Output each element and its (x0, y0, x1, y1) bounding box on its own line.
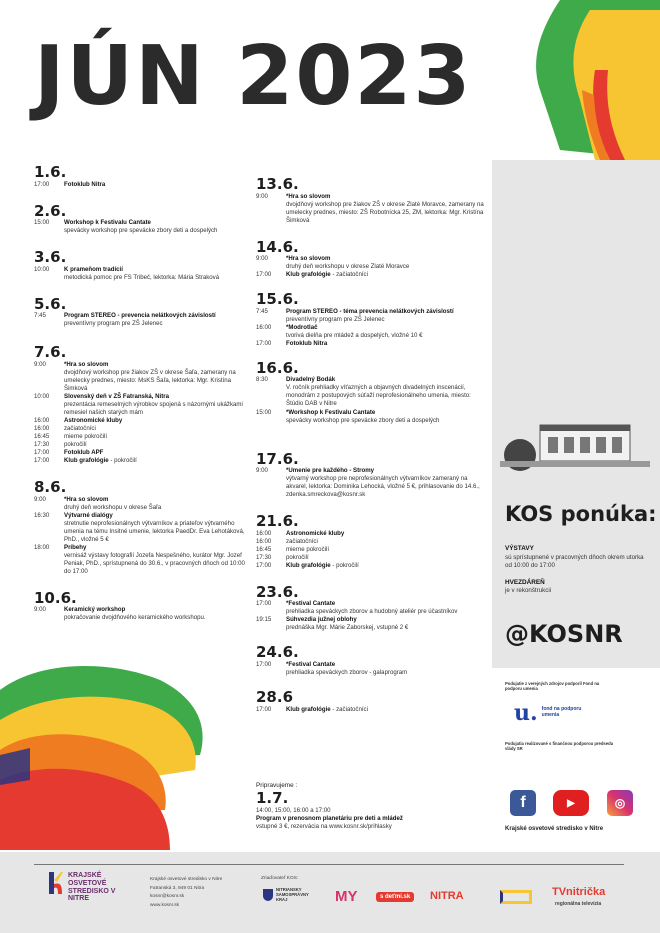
schedule-row (34, 544, 249, 576)
event-text (64, 512, 249, 544)
social-handle[interactable]: @KOSNR (505, 620, 623, 648)
event-time: 8:30 (256, 376, 268, 384)
event-description: výtvarný workshop pre neprofesionálnych výtvarníkov zameraný na akvarel, lektorka: Dominika Lehocká, vložné 5 €, prihlasovanie do 14.6., zdenka.smreckova@kosnr.sk (286, 475, 480, 499)
partner-ce-logo (500, 890, 532, 904)
day-date: 16.6. (256, 358, 299, 377)
event-title: Fotoklub Nitra (64, 180, 106, 188)
day-block (256, 360, 488, 425)
founder-name: NITRIANSKY SAMOSPRÁVNY KRAJ (276, 887, 309, 903)
event-time: 17:00 (256, 705, 272, 713)
schedule-row (34, 312, 249, 328)
event-text (286, 706, 488, 714)
event-time: 7:45 (256, 307, 268, 315)
event-text (286, 193, 488, 225)
schedule-row (256, 271, 488, 279)
event-text (64, 266, 249, 282)
event-text (64, 425, 249, 433)
event-time: 16:00 (256, 529, 272, 537)
event-text (286, 409, 488, 425)
event-time: 9:00 (34, 360, 46, 368)
event-text (286, 271, 488, 279)
day-date: 21.6. (256, 512, 299, 531)
event-text (64, 544, 249, 576)
schedule-row (34, 433, 249, 441)
event-text (64, 219, 249, 235)
event-level: - pokročilí (110, 457, 137, 465)
day-date: 10.6. (34, 588, 77, 607)
event-text (286, 324, 488, 340)
day-date: 15.6. (256, 290, 299, 309)
schedule-row (256, 324, 488, 340)
day-block (34, 296, 249, 329)
event-time: 7:45 (34, 312, 46, 320)
partner-my: MY (335, 888, 358, 905)
event-description: druhý deň workshopu v okrese Šaľa (64, 503, 162, 511)
event-description: preventívny program pre ZŠ Jelenec (64, 320, 163, 328)
event-title: *Hra so slovom (64, 495, 109, 503)
event-time: 18:00 (34, 543, 50, 551)
fund-logo-text: fond na podporu umenia (541, 706, 582, 718)
observatory-text: je v rekonštrukcii (505, 587, 552, 595)
schedule-row (256, 255, 488, 271)
schedule-row (256, 530, 488, 538)
event-time: 16:45 (256, 545, 272, 553)
schedule-row (256, 467, 488, 499)
schedule-row (256, 600, 488, 616)
day-date: 1.6. (34, 163, 67, 181)
day-date: 13.6. (256, 175, 299, 193)
event-time: 17:00 (34, 457, 50, 465)
event-text (64, 181, 249, 189)
event-title: Program STEREO - prevencia nelátkových závislostí (64, 312, 216, 320)
event-title: *Workshop k Festivalu Cantate (286, 408, 376, 416)
footer-address (150, 876, 222, 911)
day-block (34, 344, 249, 465)
day-block (256, 451, 488, 500)
schedule-row (34, 361, 249, 393)
founder-logo (263, 887, 316, 902)
event-description: preventívny program pre ZŠ Jelenec (286, 315, 385, 323)
facebook-icon[interactable]: f (510, 790, 536, 816)
schedule-row (34, 181, 249, 189)
event-text (64, 417, 249, 425)
preparing-label: Pripravujeme : (256, 782, 298, 789)
schedule-row (34, 266, 249, 282)
fund-logo (514, 700, 587, 726)
event-description: prehliadka speváckych zborov a hudobný ateliér pre účastníkov (286, 608, 458, 616)
event-text (286, 340, 488, 348)
day-block (256, 584, 488, 633)
event-title: *Festival Cantate (286, 660, 336, 668)
event-time: 16:00 (34, 424, 50, 432)
event-text (64, 361, 249, 393)
event-text (286, 661, 488, 677)
event-level: - pokročilí (332, 561, 359, 569)
day-block (34, 203, 249, 236)
schedule-row (256, 193, 488, 225)
day-date: 28.6 (256, 688, 294, 707)
event-title: Astronomické kluby (286, 529, 345, 537)
schedule-row (256, 409, 488, 425)
event-level: - začiatočníci (332, 271, 368, 279)
event-level: - začiatočníci (332, 705, 368, 713)
event-description: mierne pokročilí (64, 433, 108, 440)
event-text (64, 433, 249, 441)
event-title: *Hra so slovom (64, 360, 109, 368)
event-text (286, 554, 488, 562)
event-title: *Hra so slovom (286, 192, 331, 200)
event-text (286, 538, 488, 546)
event-text (286, 376, 488, 408)
event-title: Klub grafológie (286, 561, 331, 569)
event-time: 17:30 (34, 441, 50, 449)
event-title: Klub grafológie (64, 457, 109, 465)
day-date: 14.6. (256, 237, 299, 256)
event-time: 17:00 (34, 449, 50, 457)
day-block (256, 689, 488, 714)
event-title: K prameňom tradícií (64, 265, 123, 273)
schedule-row (34, 417, 249, 425)
schedule-row (256, 616, 488, 632)
event-text (286, 255, 488, 271)
day-date: 2.6. (34, 201, 67, 220)
event-time: 16:45 (34, 433, 50, 440)
event-title: Súhvezdia južnej oblohy (286, 616, 357, 624)
event-description: prehliadka speváckych zborov - galaprogram (286, 669, 408, 676)
schedule-row (256, 538, 488, 546)
schedule-row (34, 219, 249, 235)
youtube-icon[interactable]: ▶ (553, 790, 589, 816)
event-text (286, 467, 488, 499)
day-date: 8.6. (34, 478, 67, 497)
building-image (500, 415, 650, 475)
event-title: Fotoklub Nitra (286, 339, 328, 347)
partner-sdetmi: s deťmi.sk (376, 892, 414, 902)
schedule-row (34, 425, 249, 433)
event-time: 17:00 (256, 271, 272, 279)
event-description: tvorivá dielňa pre mládež a dospelých, vložné 10 € (286, 331, 423, 339)
footer-logo-text: KRAJSKÉ OSVETOVÉ STREDISKO V NITRE (68, 872, 116, 903)
org-name: Krajské osvetové stredisko v Nitre (505, 826, 604, 832)
offer-info (505, 545, 645, 596)
event-time: 15:00 (34, 219, 50, 227)
partner-nitra: NITRA (430, 890, 464, 902)
event-text (286, 530, 488, 538)
address-line: Fatranská 3, 949 01 Nitra (150, 885, 205, 891)
day-date: 7.6. (34, 343, 67, 362)
event-time: 17:00 (256, 561, 272, 569)
schedule-row (34, 606, 249, 622)
event-time: 17:00 (256, 339, 272, 347)
coat-of-arms-icon (263, 889, 273, 901)
event-description: pokročilí (64, 441, 87, 449)
exhibitions-text: sú sprístupnené v pracovných dňoch okrem utorka od 10:00 do 17:00 (505, 553, 644, 569)
event-time: 9:00 (34, 606, 46, 614)
partner-tv-sub: regionálna televízia (555, 901, 602, 907)
event-time: 17:00 (34, 180, 50, 188)
day-date: 5.6. (34, 294, 67, 313)
event-title: Program STEREO - téma prevencia nelátkových závislostí (286, 307, 454, 315)
event-text (64, 496, 249, 512)
fund-u-icon: u. (514, 700, 538, 726)
event-time: 17:00 (256, 600, 272, 608)
footer-email-link[interactable]: kosnr@kosnr.sk (150, 894, 185, 900)
event-description: začiatočníci (286, 537, 318, 545)
event-text (64, 393, 249, 417)
day-block (256, 291, 488, 348)
event-description: prezentácia remeselných výrobkov spojená s názornými ukážkami remesiel našich starých mám (64, 400, 243, 416)
observatory-title: HVEZDÁREŇ (505, 578, 545, 586)
event-time: 10:00 (34, 265, 50, 273)
event-time: 9:00 (256, 255, 268, 263)
event-title: *Hra so slovom (286, 255, 331, 263)
event-text (286, 562, 488, 570)
event-description: vernisáž výstavy fotografií Jozefa Nespešného, kurátor Mgr. Jozef Peniak, PhD., sprístupnená do 30.6., v pracovných dňoch od 10:00 do 17:00 (64, 551, 245, 575)
founder-label: Zriaďovateľ KOS: (261, 876, 299, 881)
day-block (34, 479, 249, 576)
event-title: Výtvarné dialógy (64, 511, 113, 519)
event-description: spevácky workshop pre spevácke zbory deti a dospelých (64, 227, 218, 235)
event-title: Workshop k Festivalu Cantate (64, 219, 151, 227)
event-description: V. ročník prehliadky víťazných a objavných divadelných inscenácií, monodrám z postupových súťaží neprofesionálneho umenia, miesto: Štúdio DAB v Nitre (286, 384, 471, 408)
event-title: *Umenie pre každého - Stromy (286, 467, 375, 475)
event-time: 16:00 (256, 323, 272, 331)
event-description: stretnutie neprofesionálnych výtvarníkov a priateľov výtvarného umenia na tému Insitné umenie, lektorka PaedDr. Eva Lehotáková, PhD., vložné 5 € (64, 519, 245, 543)
day-block (256, 239, 488, 280)
schedule-row (34, 457, 249, 465)
event-text (64, 606, 249, 622)
day-date: 3.6. (34, 248, 67, 267)
day-block (256, 644, 488, 677)
partner-tv: TVnitrička (552, 886, 606, 898)
event-description: pokračovanie dvojdňového keramického workshopu. (64, 614, 206, 622)
support-note-1: Podujatie z verejných zdrojov podporil Fond na podporu umenia (505, 681, 600, 692)
day-date: 23.6. (256, 582, 299, 601)
day-block (34, 590, 249, 623)
day-date: 17.6. (256, 449, 299, 468)
event-description: začiatočníci (64, 424, 96, 432)
exhibitions-title: VÝSTAVY (505, 545, 534, 552)
event-time: 9:00 (256, 467, 268, 475)
event-text (286, 600, 488, 616)
schedule-row (34, 393, 249, 417)
support-note-2: Podujatia realizované s finančnou podporou predsedu vlády SR (505, 741, 614, 752)
day-block (256, 176, 488, 225)
preparing-times: 14:00, 15:00, 16:00 a 17:00 (256, 806, 331, 814)
day-date: 24.6. (256, 643, 299, 662)
event-text (64, 457, 249, 465)
event-title: *Festival Cantate (286, 600, 336, 608)
footer-logo (49, 872, 116, 903)
event-description: dvojdňový workshop pre žiakov ZŠ v okrese Šaľa, zamerany na umelecky prednes, miesto: MsKS Šaľa, lektorka: Mgr. Kristína Šimková (64, 368, 236, 392)
event-time: 17:30 (256, 553, 272, 561)
event-text (286, 308, 488, 324)
event-text (64, 449, 249, 457)
event-title: *Modrotlač (286, 323, 318, 331)
event-description: mierne pokročilí (286, 545, 330, 553)
schedule-row (34, 496, 249, 512)
day-block (34, 164, 249, 189)
event-time: 16:00 (256, 537, 272, 545)
event-title: Fotoklub APF (64, 449, 104, 457)
offer-title: KOS ponúka: (505, 502, 657, 526)
event-description: pokročilí (286, 553, 309, 561)
event-text (286, 616, 488, 632)
schedule-row (256, 706, 488, 714)
day-block (256, 513, 488, 570)
decorative-blob-bottom (0, 660, 220, 850)
preparing-event: Program v prenosnom planetáriu pre deti a mládež (256, 814, 403, 822)
event-title: Keramický workshop (64, 606, 126, 614)
schedule-left-column (34, 164, 249, 623)
event-time: 17:00 (256, 660, 272, 668)
event-title: Príbehy (64, 543, 87, 551)
preparing-date: 1.7. (256, 789, 289, 808)
k-logo-icon (49, 872, 63, 898)
instagram-icon[interactable]: ◎ (607, 790, 633, 816)
schedule-row (34, 441, 249, 449)
page-title: JÚN 2023 (34, 29, 473, 124)
schedule-row (256, 661, 488, 677)
schedule-row (34, 449, 249, 457)
schedule-row (256, 308, 488, 324)
event-title: Klub grafológie (286, 705, 331, 713)
event-title: Divadelný Bodák (286, 376, 336, 384)
schedule-row (256, 546, 488, 554)
event-text (64, 312, 249, 328)
event-title: Slovenský deň v ZŠ Fatranská, Nitra (64, 392, 169, 400)
event-description: prednáška Mgr. Márie Zaborskej, vstupné 2 € (286, 624, 409, 632)
schedule-mid-column (256, 176, 488, 714)
event-time: 10:00 (34, 392, 50, 400)
event-title: Astronomické kluby (64, 416, 123, 424)
event-text (286, 546, 488, 554)
schedule-row (256, 562, 488, 570)
event-time: 16:30 (34, 511, 50, 519)
event-description: druhý deň workshopu v okrese Zlaté Moravce (286, 263, 410, 271)
event-time: 16:00 (34, 416, 50, 424)
event-time: 15:00 (256, 408, 272, 416)
event-description: metodická pomoc pre FS Tribeč, lektorka: Mária Straková (64, 273, 220, 281)
decorative-blob-top (500, 0, 660, 160)
preparing-desc: vstupné 3 €, rezervácia na www.kosnr.sk/prihlasky (256, 823, 392, 831)
footer-divider (34, 864, 624, 865)
event-time: 19:15 (256, 616, 272, 624)
schedule-row (256, 340, 488, 348)
event-description: spevácky workshop pre spevácke zbory deti a dospelých (286, 416, 440, 424)
preparing-section (256, 782, 486, 831)
address-line: Krajské osvetové stredisko v Nitre (150, 877, 223, 882)
event-time: 9:00 (34, 495, 46, 503)
schedule-row (256, 376, 488, 408)
event-text (64, 441, 249, 449)
schedule-row (256, 554, 488, 562)
day-block (34, 249, 249, 282)
schedule-row (34, 512, 249, 544)
event-description: dvojdňový workshop pre žiakov ZŠ v okrese Zlaté Moravce, zamerany na umelecky prednes, miesto: ZŠ Robotnícka 25, ZM, lektorka: Mgr. Kristína Šimková (286, 200, 484, 224)
event-time: 9:00 (256, 192, 268, 200)
footer-web-link[interactable]: www.kosnr.sk (150, 902, 180, 908)
event-title: Klub grafológie (286, 271, 331, 279)
